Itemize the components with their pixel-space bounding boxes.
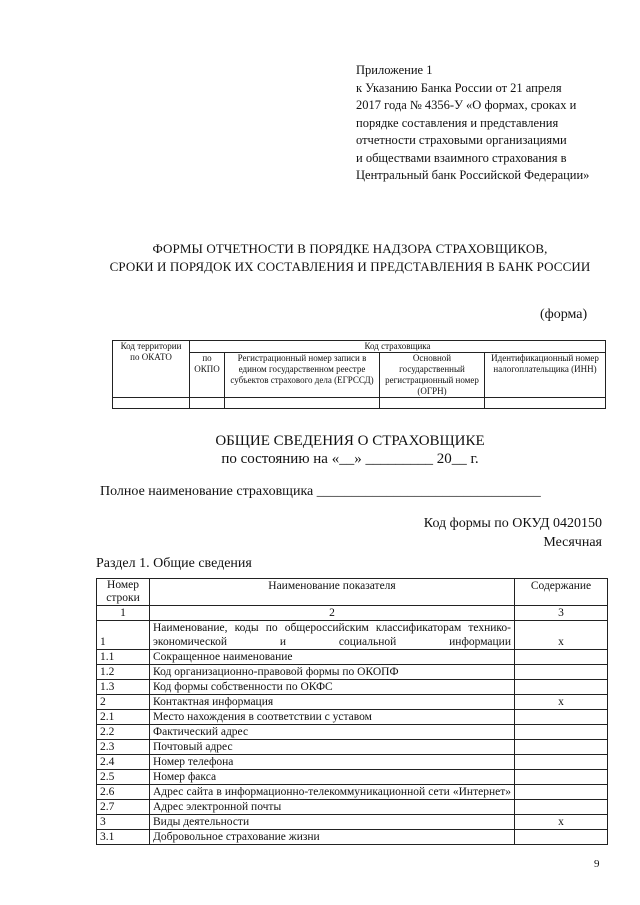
table-row — [97, 621, 608, 650]
row-name: Место нахождения в соответствии с уставом — [150, 710, 515, 725]
row-number: 2.1 — [97, 710, 150, 725]
col-number: 1 — [97, 606, 150, 621]
table-row — [97, 650, 608, 665]
row-name: Виды деятельности — [150, 815, 515, 830]
row-value[interactable] — [515, 800, 608, 815]
table-row — [97, 740, 608, 755]
row-number: 2.5 — [97, 770, 150, 785]
appendix-line: 2017 года № 4356-У «О формах, сроках и — [356, 98, 577, 112]
table-row — [97, 725, 608, 740]
row-name: Фактический адрес — [150, 725, 515, 740]
okato-header: Код территории по ОКАТО — [113, 341, 190, 398]
header-content: Содержание — [515, 579, 608, 606]
row-number: 2.6 — [97, 785, 150, 800]
row-number: 1.3 — [97, 680, 150, 695]
okud-code: Код формы по ОКУД 0420150 — [423, 516, 602, 531]
appendix-line: порядке составления и представления — [356, 115, 559, 130]
row-value[interactable] — [515, 770, 608, 785]
table-row — [97, 695, 608, 710]
inn-value[interactable] — [485, 398, 606, 409]
document-title-line1: ФОРМЫ ОТЧЕТНОСТИ В ПОРЯДКЕ НАДЗОРА СТРАХОВЩИКОВ, — [152, 241, 548, 256]
row-value: x — [515, 695, 608, 710]
form-subtitle-line1: ОБЩИЕ СВЕДЕНИЯ О СТРАХОВЩИКЕ — [215, 433, 485, 449]
row-name: Код формы собственности по ОКФС — [150, 680, 515, 695]
row-name: Номер телефона — [150, 755, 515, 770]
table-row — [97, 830, 608, 845]
row-value[interactable] — [515, 785, 608, 800]
table-row — [97, 770, 608, 785]
okato-value[interactable] — [113, 398, 190, 409]
row-name: Сокращенное наименование — [150, 650, 515, 665]
row-number: 2 — [97, 695, 150, 710]
row-value[interactable] — [515, 710, 608, 725]
egrssd-header: Регистрационный номер записи в едином государственном реестре субъектов страхового дела (ЕГРССД) — [225, 353, 380, 398]
insurer-code-header: Код страховщика — [190, 341, 606, 353]
table-row — [97, 665, 608, 680]
row-name: Добровольное страхование жизни — [150, 830, 515, 845]
egrssd-value[interactable] — [225, 398, 380, 409]
ogrn-value[interactable] — [380, 398, 485, 409]
row-value[interactable] — [515, 725, 608, 740]
forma-label: (форма) — [540, 307, 588, 322]
document-title-line2: СРОКИ И ПОРЯДОК ИХ СОСТАВЛЕНИЯ И ПРЕДСТАВЛЕНИЯ В БАНК РОССИИ — [109, 259, 591, 274]
header-indicator-name: Наименование показателя — [150, 579, 515, 606]
row-name: Почтовый адрес — [150, 740, 515, 755]
appendix-line: Приложение 1 — [356, 63, 433, 77]
row-number: 2.7 — [97, 800, 150, 815]
row-number: 1.1 — [97, 650, 150, 665]
section-title: Раздел 1. Общие сведения — [96, 556, 252, 571]
appendix-line: к Указанию Банка России от 21 апреля — [356, 80, 562, 95]
okpo-header: по ОКПО — [190, 353, 225, 398]
document-title — [60, 240, 640, 276]
report-periodicity: Месячная — [543, 535, 602, 550]
appendix-line: отчетности страховыми организациями — [356, 133, 567, 147]
insurer-full-name: Полное наименование страховщика ________________________________ — [100, 484, 541, 499]
table-row — [97, 785, 608, 800]
table-row — [97, 710, 608, 725]
row-number: 2.4 — [97, 755, 150, 770]
row-name: Адрес электронной почты — [150, 800, 515, 815]
form-subtitle — [0, 432, 640, 468]
report-date-line: по состоянию на «__» _________ 20__ г. — [221, 451, 479, 467]
row-value: x — [515, 621, 608, 650]
row-name: Адрес сайта в информационно-телекоммуникационной сети «Интернет» — [150, 785, 515, 800]
row-value[interactable] — [515, 665, 608, 680]
okpo-value[interactable] — [190, 398, 225, 409]
row-number: 1.2 — [97, 665, 150, 680]
appendix-line: и обществами взаимного страхования в — [356, 150, 567, 165]
col-number: 2 — [150, 606, 515, 621]
page-number: 9 — [594, 858, 600, 870]
appendix-note — [356, 62, 626, 185]
table-row — [97, 680, 608, 695]
row-name: Наименование, коды по общероссийским классификаторам технико-экономической и социальной информации — [150, 621, 515, 650]
row-name: Код организационно-правовой формы по ОКОПФ — [150, 665, 515, 680]
ogrn-header: Основной государственный регистрационный номер (ОГРН) — [380, 353, 485, 398]
row-value[interactable] — [515, 680, 608, 695]
row-value[interactable] — [515, 650, 608, 665]
inn-header: Идентификационный номер налогоплательщика (ИНН) — [485, 353, 606, 398]
codes-table — [112, 340, 606, 409]
row-name: Контактная информация — [150, 695, 515, 710]
table-row — [97, 755, 608, 770]
row-number: 2.3 — [97, 740, 150, 755]
row-number: 3 — [97, 815, 150, 830]
row-value[interactable] — [515, 755, 608, 770]
row-value[interactable] — [515, 740, 608, 755]
okud-block — [406, 514, 602, 552]
row-number: 2.2 — [97, 725, 150, 740]
general-info-table — [96, 578, 608, 845]
header-row-number: Номер строки — [97, 579, 150, 606]
row-value[interactable] — [515, 830, 608, 845]
row-name: Номер факса — [150, 770, 515, 785]
col-number: 3 — [515, 606, 608, 621]
row-value: x — [515, 815, 608, 830]
table-row — [97, 800, 608, 815]
appendix-line: Центральный банк Российской Федерации» — [356, 168, 590, 182]
table-row — [97, 815, 608, 830]
row-number: 1 — [97, 621, 150, 650]
row-number: 3.1 — [97, 830, 150, 845]
